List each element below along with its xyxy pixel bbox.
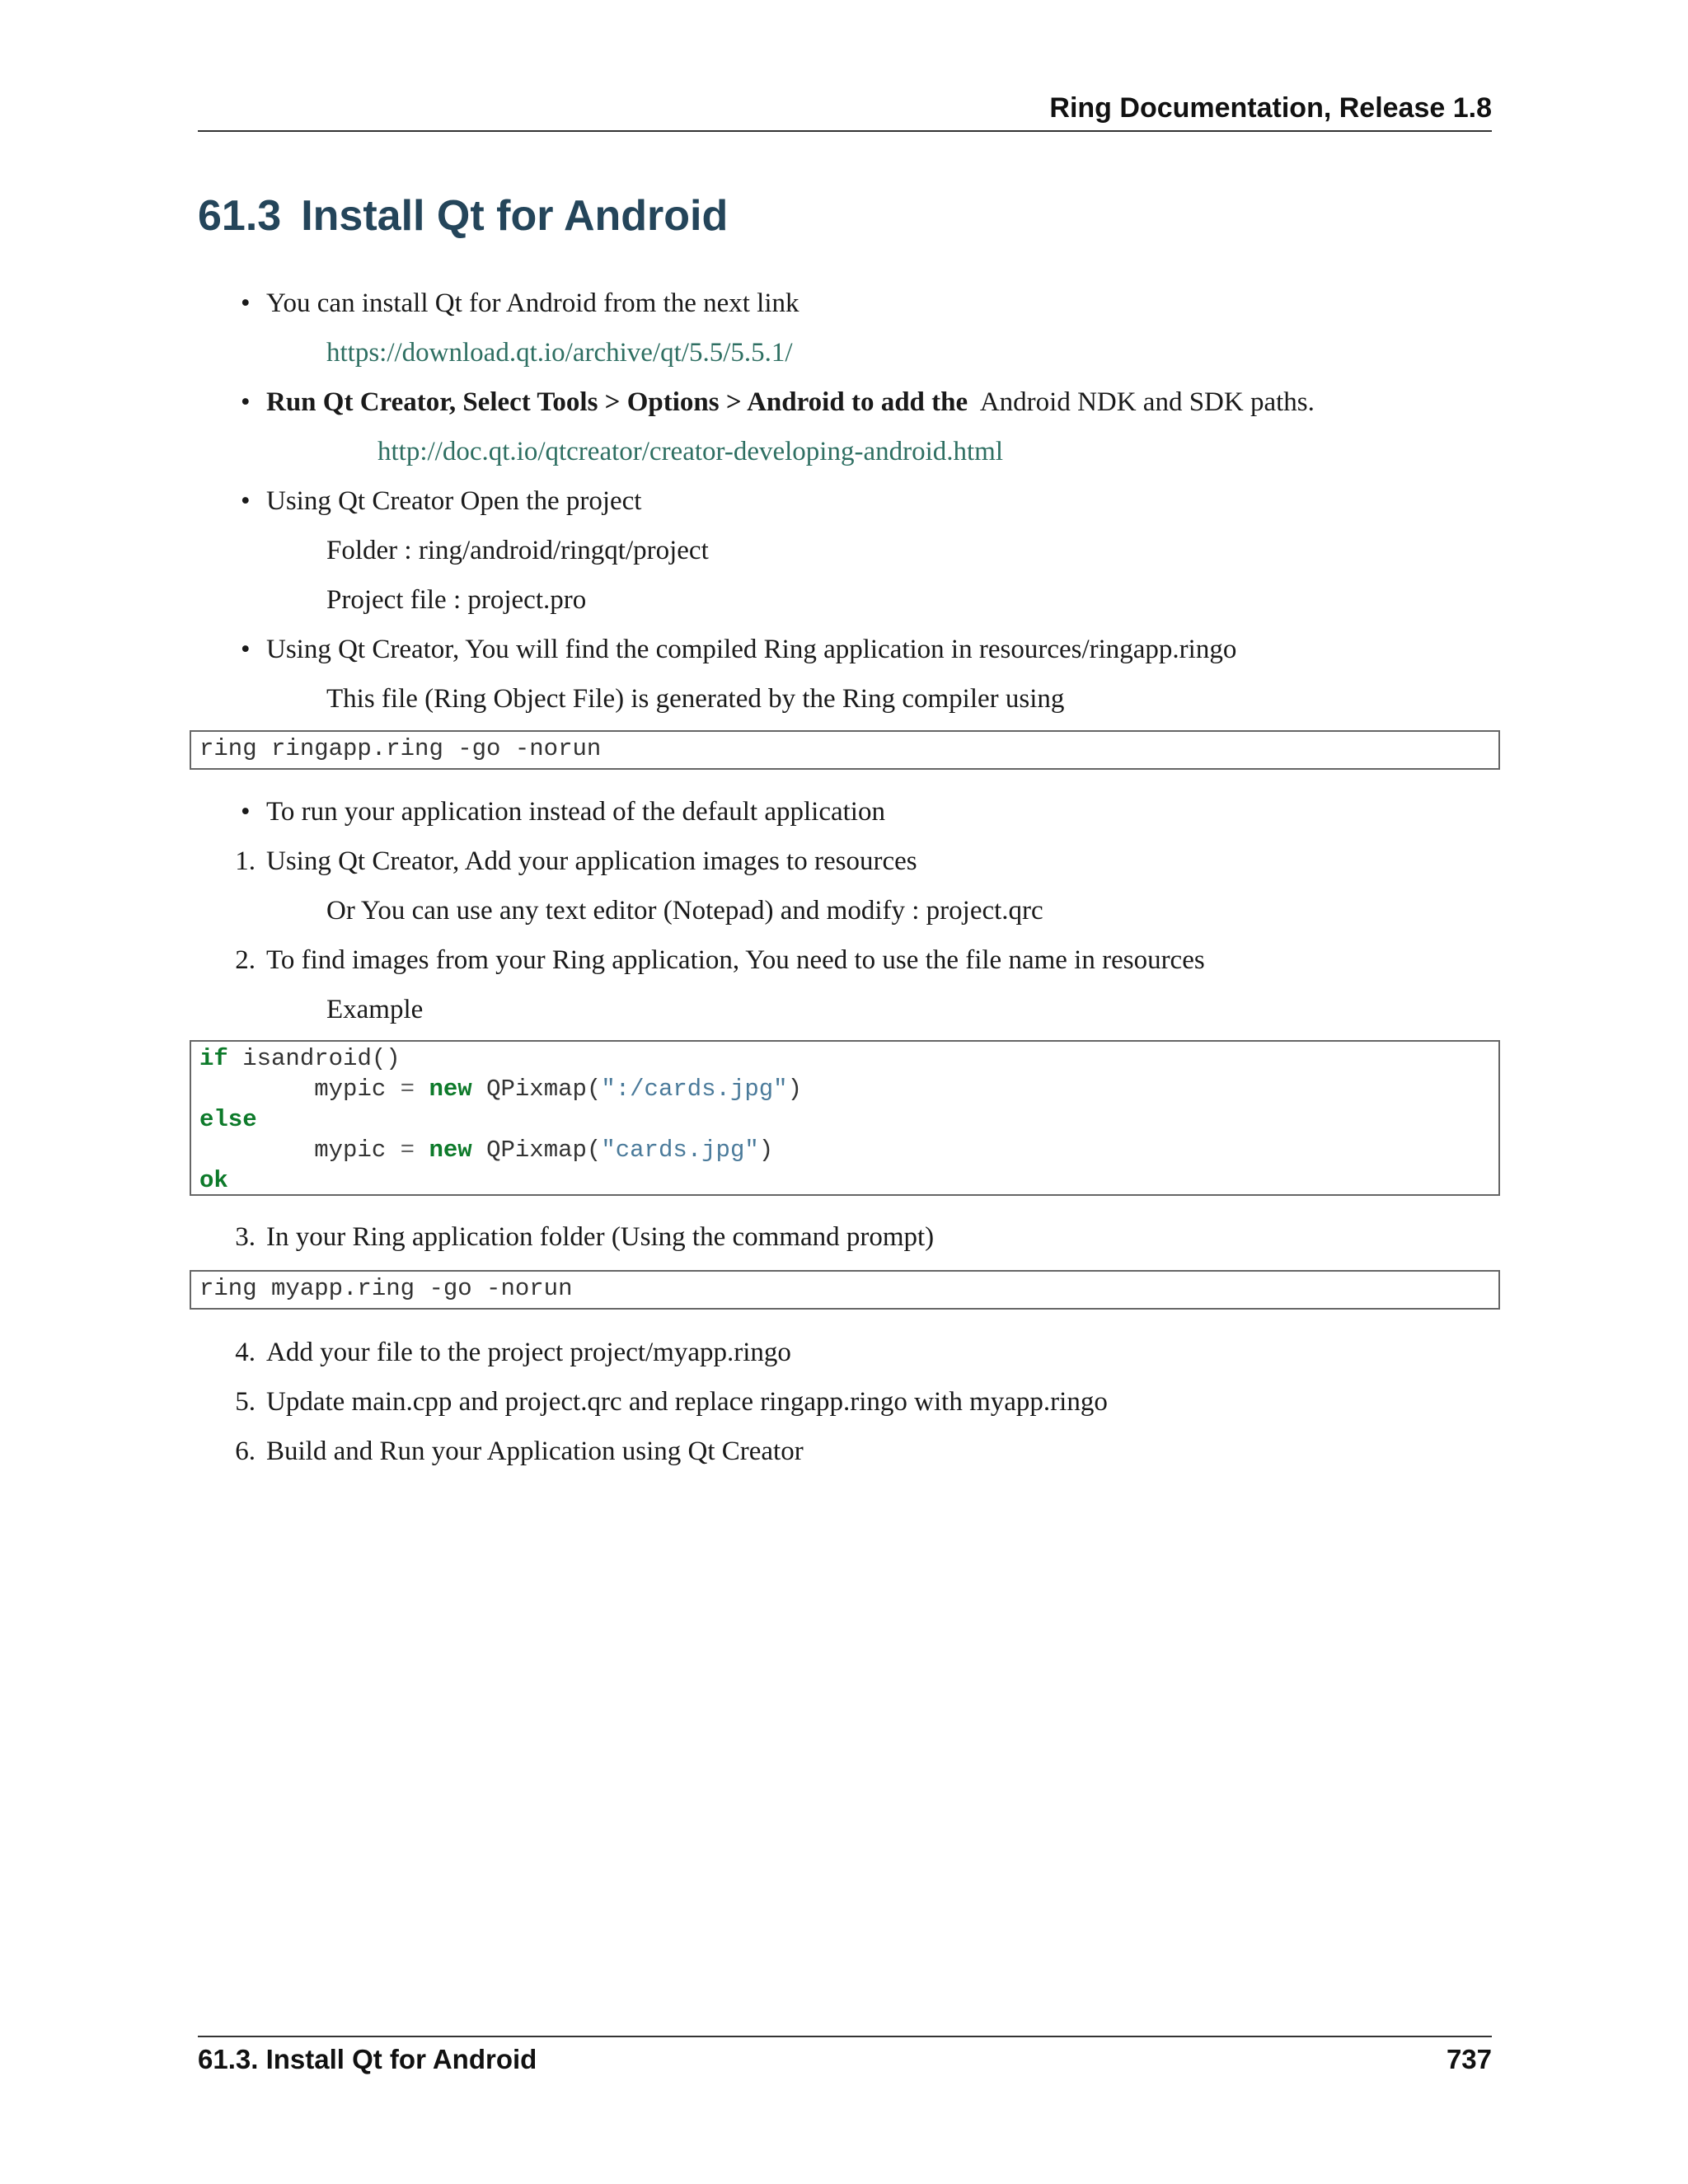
code-indent xyxy=(199,1076,314,1103)
code-string: cards.jpg xyxy=(615,1137,745,1164)
folder-path-text: Folder : ring/android/ringqt/project xyxy=(326,536,709,565)
step-number: 6. xyxy=(235,1436,256,1466)
code-string: :/cards.jpg xyxy=(615,1076,774,1103)
bullet-marker: • xyxy=(241,288,251,318)
code-block-compile-app: ring myapp.ring -go -norun xyxy=(190,1270,1500,1310)
step-number: 3. xyxy=(235,1222,256,1252)
code-quote: " xyxy=(601,1076,616,1103)
bullet-text: Using Qt Creator Open the project xyxy=(266,486,642,516)
step-text: In your Ring application folder (Using the command prompt) xyxy=(266,1222,935,1252)
step-text: To find images from your Ring application, You need to use the file name in resources xyxy=(266,945,1205,975)
step-text: Update main.cpp and project.qrc and replace ringapp.ringo with myapp.ringo xyxy=(266,1387,1108,1417)
code-quote: " xyxy=(601,1137,616,1164)
page-number: 737 xyxy=(1446,2044,1492,2074)
qt-android-docs-link[interactable]: http://doc.qt.io/qtcreator/creator-developing-android.html xyxy=(377,437,1004,466)
step-number: 4. xyxy=(235,1338,256,1367)
bullet-marker: • xyxy=(241,486,251,516)
section-title-text: Install Qt for Android xyxy=(301,192,729,240)
code-keyword: ok xyxy=(199,1167,228,1194)
footer-rule xyxy=(198,2036,1492,2037)
code-text: mypic xyxy=(314,1137,401,1164)
code-block-example xyxy=(190,1040,1500,1196)
code-quote: " xyxy=(773,1076,788,1103)
section-number: 61.3 xyxy=(198,192,282,240)
note-text: This file (Ring Object File) is generated by the Ring compiler using xyxy=(326,684,1065,714)
project-file-text: Project file : project.pro xyxy=(326,585,587,615)
header-rule xyxy=(198,130,1492,132)
bullet-text xyxy=(266,386,1315,419)
bullet-marker: • xyxy=(241,387,251,417)
code-text: isandroid() xyxy=(227,1045,401,1072)
footer-section-ref: 61.3. Install Qt for Android xyxy=(198,2044,537,2074)
instruction-rest: Android NDK and SDK paths. xyxy=(979,387,1315,417)
bullet-text: Using Qt Creator, You will find the compiled Ring application in resources/ringapp.ringo xyxy=(266,635,1237,664)
running-header: Ring Documentation, Release 1.8 xyxy=(1049,92,1492,124)
step-text: Using Qt Creator, Add your application images to resources xyxy=(266,846,917,876)
qt-download-link[interactable]: https://download.qt.io/archive/qt/5.5/5.5.1/ xyxy=(326,338,793,368)
section-title xyxy=(198,191,728,241)
code-keyword: else xyxy=(199,1106,257,1133)
code-text: QPixmap( xyxy=(471,1137,602,1164)
step-number: 5. xyxy=(235,1387,256,1417)
step-note: Or You can use any text editor (Notepad) and modify : project.qrc xyxy=(326,896,1043,926)
code-operator: = xyxy=(400,1076,415,1103)
code-operator: = xyxy=(400,1137,415,1164)
step-note: Example xyxy=(326,995,424,1024)
bullet-marker: • xyxy=(241,635,251,664)
code-block-compile: ring ringapp.ring -go -norun xyxy=(190,730,1500,770)
code-indent xyxy=(199,1137,314,1164)
code-keyword: new xyxy=(429,1137,472,1164)
bullet-text: You can install Qt for Android from the next link xyxy=(266,288,799,318)
step-text: Add your file to the project project/myapp.ringo xyxy=(266,1338,791,1367)
code-keyword: new xyxy=(429,1076,472,1103)
step-text: Build and Run your Application using Qt Creator xyxy=(266,1436,804,1466)
bullet-marker: • xyxy=(241,797,251,827)
step-number: 1. xyxy=(235,846,256,876)
code-text: QPixmap( xyxy=(471,1076,602,1103)
bold-instruction: Run Qt Creator, Select Tools > Options > Android to add the xyxy=(266,387,968,417)
step-number: 2. xyxy=(235,945,256,975)
code-text: mypic xyxy=(314,1076,401,1103)
code-text: ) xyxy=(758,1137,774,1164)
bullet-text: To run your application instead of the default application xyxy=(266,797,885,827)
code-quote: " xyxy=(744,1137,759,1164)
code-keyword: if xyxy=(199,1045,228,1072)
code-text: ) xyxy=(787,1076,802,1103)
